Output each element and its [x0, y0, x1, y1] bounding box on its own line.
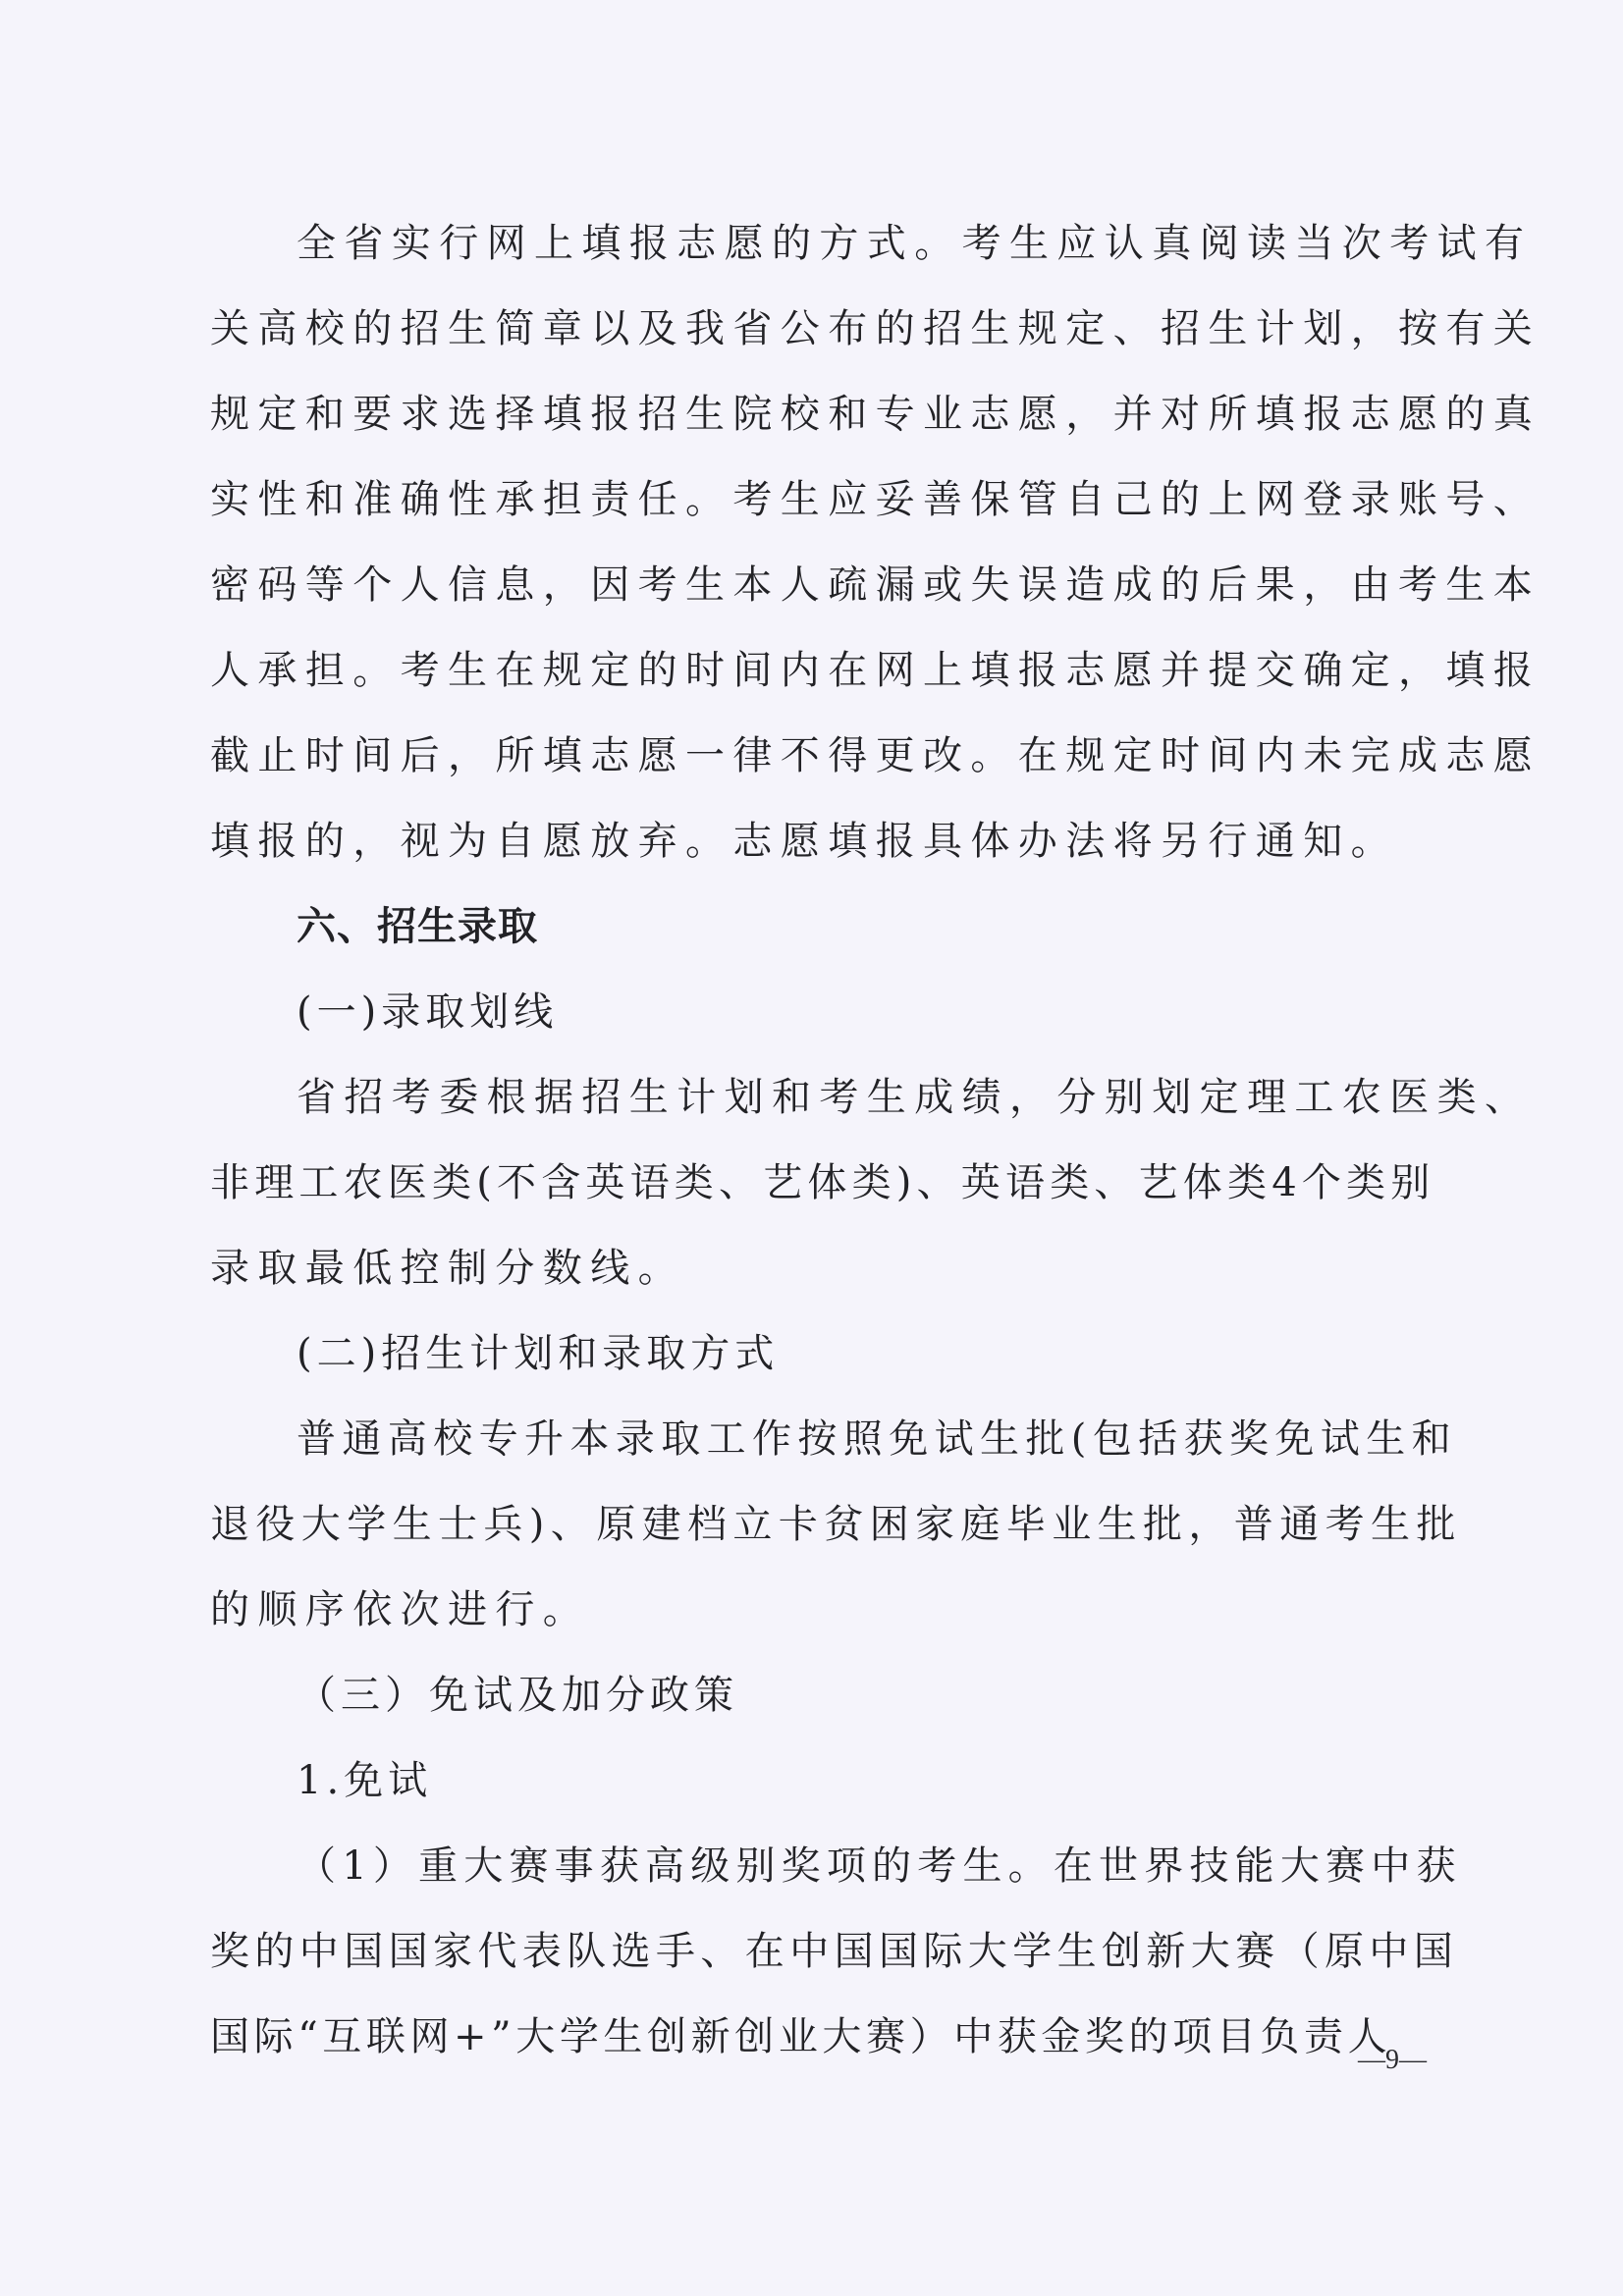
text-line: 填报的，视为自愿放弃。志愿填报具体办法将另行通知。	[210, 819, 1398, 864]
text-line: 关高校的招生简章以及我省公布的招生规定、招生计划，按有关	[210, 306, 1542, 351]
text-line: 全省实行网上填报志愿的方式。考生应认真阅读当次考试有	[297, 221, 1533, 266]
paragraph-admission-order	[210, 1397, 1462, 1653]
paragraph-score-lines	[210, 1055, 1533, 1311]
subsection-heading: (一)录取划线	[297, 989, 559, 1035]
text-line: 录取最低控制分数线。	[210, 1246, 685, 1291]
text-line: 奖的中国国家代表队选手、在中国国际大学生创新大赛（原中国	[210, 1929, 1459, 1974]
document-body	[210, 201, 1542, 2080]
text-line: 的顺序依次进行。	[210, 1587, 591, 1632]
section-heading: 六、招生录取	[297, 904, 538, 949]
text-line: 退役大学生士兵)、原建档立卡贫困家庭毕业生批，普通考生批	[210, 1502, 1462, 1547]
text-line: 人承担。考生在规定的时间内在网上填报志愿并提交确定，填报	[210, 648, 1542, 693]
text-line: 省招考委根据招生计划和考生成绩，分别划定理工农医类、	[297, 1075, 1533, 1120]
subsection-heading: （三）免试及加分政策	[297, 1673, 738, 1718]
text-line: 普通高校专升本录取工作按照免试生批(包括获奖免试生和	[297, 1416, 1458, 1462]
text-line: （1）重大赛事获高级别奖项的考生。在世界技能大赛中获	[297, 1843, 1462, 1889]
subsection-heading: 1.免试	[297, 1758, 433, 1803]
text-line: 密码等个人信息，因考生本人疏漏或失误造成的后果，由考生本	[210, 562, 1542, 608]
text-line: 规定和要求选择填报招生院校和专业志愿，并对所填报志愿的真	[210, 392, 1542, 437]
page-number: —9—	[1358, 2045, 1427, 2075]
text-line: 截止时间后，所填志愿一律不得更改。在规定时间内未完成志愿	[210, 733, 1542, 778]
text-line: 国际“互联网+”大学生创新创业大赛）中获金奖的项目负责人	[210, 2014, 1392, 2059]
subsection-heading: (二)招生计划和录取方式	[297, 1331, 780, 1376]
text-line: 非理工农医类(不含英语类、艺体类)、英语类、艺体类4个类别	[210, 1160, 1435, 1205]
paragraph-volunteer-filling	[210, 201, 1542, 884]
text-line: 实性和准确性承担责任。考生应妥善保管自己的上网登录账号、	[210, 477, 1542, 522]
paragraph-exemption	[210, 1824, 1462, 2080]
